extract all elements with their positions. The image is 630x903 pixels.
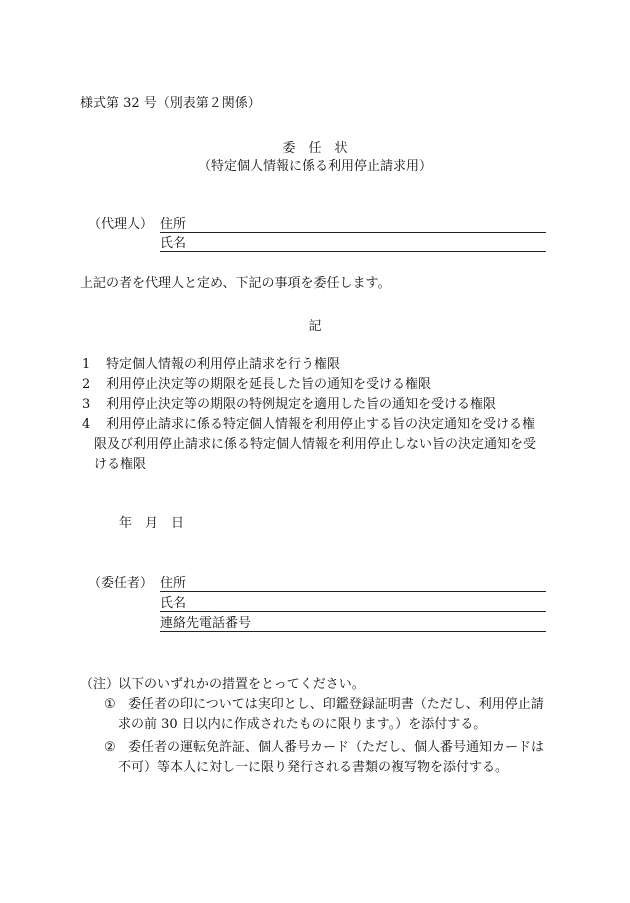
- item-number: 3: [82, 397, 91, 412]
- principal-address-label: 住所: [160, 576, 187, 591]
- item-text: 利用停止決定等の期限を延長した旨の通知を受ける権限: [106, 377, 432, 392]
- document-subtitle: （特定個人情報に係る利用停止請求用）: [197, 159, 432, 174]
- agent-name-label: 氏名: [160, 236, 187, 251]
- item-text-line: 限及び利用停止請求に係る特定個人情報を利用停止しない旨の決定通知を受: [94, 437, 537, 452]
- item-number: 4: [82, 417, 91, 432]
- note-item-text-line: 求の前 30 日以内に作成されたものに限ります。）を添付する。: [118, 717, 487, 732]
- item-text-line: 利用停止請求に係る特定個人情報を利用停止する旨の決定通知を受ける権: [106, 417, 536, 432]
- principal-name-line[interactable]: [160, 611, 546, 612]
- item-text: 利用停止決定等の期限の特例規定を適用した旨の通知を受ける権限: [106, 397, 497, 412]
- note-item-text-line: 委任者の印については実印とし、印鑑登録証明書（ただし、利用停止請: [128, 697, 544, 712]
- document-title: 委 任 状: [282, 141, 348, 156]
- agent-address-label: 住所: [160, 217, 187, 232]
- note-item-text-line: 不可）等本人に対し一に限り発行される書類の複写物を添付する。: [118, 760, 509, 775]
- principal-phone-label: 連絡先電話番号: [160, 616, 252, 631]
- item-number: 2: [82, 377, 91, 392]
- principal-label: （委任者）: [88, 576, 154, 591]
- item-text: 特定個人情報の利用停止請求を行う権限: [106, 357, 341, 372]
- note-label: （注）: [80, 677, 120, 692]
- principal-name-label: 氏名: [160, 596, 187, 611]
- ki-heading: 記: [308, 319, 322, 334]
- note-item-text-line: 委任者の運転免許証、個人番号カード（ただし、個人番号通知カードは: [128, 740, 545, 755]
- agent-label: （代理人）: [88, 217, 154, 232]
- note-item-number: ②: [104, 740, 116, 755]
- note-item-number: ①: [104, 697, 116, 712]
- agent-address-line[interactable]: [160, 232, 546, 233]
- principal-address-line[interactable]: [160, 591, 546, 592]
- item-number: 1: [82, 357, 91, 372]
- form-number: 様式第 32 号（別表第２関係）: [80, 96, 261, 111]
- item-text-line: ける権限: [94, 457, 147, 472]
- intro-text: 上記の者を代理人と定め、下記の事項を委任します。: [80, 276, 391, 291]
- principal-phone-line[interactable]: [160, 631, 546, 632]
- agent-name-line[interactable]: [160, 251, 546, 252]
- date-field: 年 月 日: [119, 516, 185, 531]
- note-intro: 以下のいずれかの措置をとってください。: [118, 677, 365, 692]
